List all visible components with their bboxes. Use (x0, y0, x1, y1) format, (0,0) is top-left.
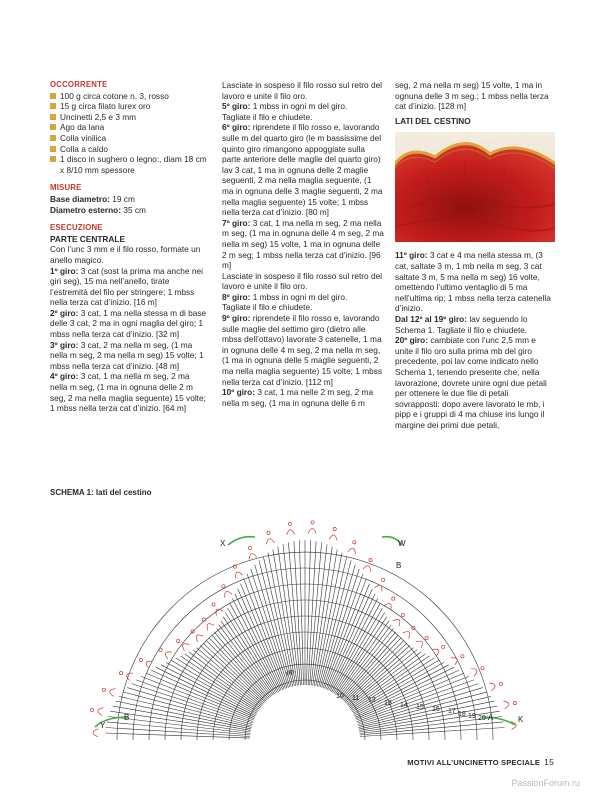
label-b-right: B (396, 561, 402, 570)
paragraph: Tagliate il filo e chiudete. (222, 111, 313, 122)
crochet-diagram-svg (90, 495, 520, 740)
column-3 (395, 80, 555, 430)
parte-centrale-heading: PARTE CENTRALE (50, 233, 125, 244)
round-number-label: 16 (432, 706, 440, 714)
round-number-label: 17 (448, 708, 456, 716)
giro-10: 10º giro: 3 cat, 1 ma nelle 2 m seg, 2 ma nella m seg, (1 ma in ognuna delle 6 m (222, 387, 374, 408)
giro-6: 6º giro: riprendete il filo rosso e, lavorando sulle m del quarto giro (le m bassissime del quinto giro rimangono appoggiate sulla parte anteriore delle maglie del quarto giro) lav 3 cat, 1 ma in ognuna delle 2 maglie seguenti, 2 ma nella maglia seguente, (1 ma in ognuna delle 3 maglie seguenti, 2 ma nella maglia seguente) 15 volte; 1 mbss nella terza cat d’inizio. [80 m] (222, 122, 383, 218)
giro-20: 20º giro: cambiate con l’unc 2,5 mm e unite il filo oro sulla prima mb del giro precedente, poi lav come indicato nello Schema 1, tenendo presente che, nella lavorazione, dovrete unire ogni due petali per ottenere le due file di petali sovrapposti: dopo avere lavorato le mb, i pipp e i gruppi di 4 ma chiuse ins lungo il margine dei primi due petali, (395, 335, 547, 430)
material-item: 100 g circa cotone n. 3, rosso (50, 91, 208, 102)
basket-photo-image (395, 132, 555, 242)
material-item: Colla a caldo (50, 144, 208, 155)
misure-heading: MISURE (50, 183, 82, 193)
round-number-label: 14 (400, 701, 408, 709)
label-b-left: B (124, 713, 130, 722)
label-y: Y (100, 721, 106, 730)
footer-text (407, 757, 554, 767)
bullet-square-icon (50, 93, 56, 99)
material-item: Uncinetti 2,5 e 3 mm (50, 112, 208, 123)
paragraph: Lasciate in sospeso il filo rosso sul retro del lavoro e unite il filo oro. (222, 270, 383, 292)
paragraph: seg, 2 ma nella m seg) 15 volte, 1 ma in ognuna delle 3 m seg.; 1 mbss nella terza cat d’inizio. [128 m] (395, 80, 549, 112)
label-rip: rip. (284, 667, 297, 678)
label-x: X (220, 539, 226, 548)
material-item: Ago da lana (50, 122, 208, 133)
round-number-label: 13 (384, 699, 392, 707)
schema-title: SCHEMA 1: lati del cestino (50, 488, 152, 497)
giro-2: 2º giro: 3 cat, 1 ma nella stessa m di base delle 3 cat, 2 ma in ogni maglia del giro; 1 mbss nella terza cat d’inizio. [32 m] (50, 307, 207, 340)
giro-9: 9º giro: riprendete il filo rosso e, lavorando sulle maglie del settimo giro (dietro alle mbss dell’ottavo) lavorate 3 catenelle, 1 ma in ognuna delle 4 m seg, 2 ma nella m seg, (1 ma in ognuna delle 5 maglie seguenti, 2 ma nella maglia seguente) 15 volte; 1 mbss nella terza cat d’inizio. [112 m] (222, 313, 383, 387)
basket-photo (395, 132, 555, 242)
label-w: W (398, 539, 406, 548)
watermark: PassionForum.ru (511, 778, 580, 788)
giro-1: 1º giro: 3 cat (sost la prima ma anche nei giri seg), 15 ma nell’anello, tirate l’estremità del filo per stringere; 1 mbss nella terza cat d’inizio. [16 m] (50, 265, 203, 308)
bullet-square-icon (50, 124, 56, 130)
round-number-label: 10 (336, 693, 344, 700)
crochet-diagram (90, 495, 524, 740)
bullet-square-icon (50, 146, 56, 152)
giro-11: 11º giro: 3 cat e 4 ma nella stessa m, (3 cat, saltate 3 m, 1 mb nella m seg, 3 cat saltate 3 m, 5 ma nella m seg) 16 volte, omettendo l’ultimo ventaglio di 5 ma nell’ultima rip; 1 mbss nella terza catenella d’inizio. (395, 250, 551, 314)
bullet-square-icon (50, 114, 56, 120)
bullet-square-icon (50, 156, 56, 162)
esecuzione-heading: ESECUZIONE (50, 223, 103, 233)
round-number-label: 19 (468, 712, 476, 720)
column-2 (222, 80, 384, 408)
bullet-square-icon (50, 103, 56, 109)
bullet-square-icon (50, 135, 56, 141)
label-a: A (488, 713, 494, 722)
giro-3: 3º giro: 3 cat, 2 ma nella m seg, (1 ma nella m seg, 2 ma nella m seg) 15 volte; 1 mbss nella terza cat d’inizio. [48 m] (50, 339, 204, 371)
lati-heading: LATI DEL CESTINO (395, 115, 471, 126)
paragraph: Tagliate il filo e chiudete. (222, 302, 313, 313)
material-item: 1 disco in sughero o legno:, diam 18 cm x 8/10 mm spessore (50, 154, 208, 175)
magazine-name: MOTIVI ALL’UNCINETTO SPECIALE (407, 758, 541, 767)
page-footer (0, 755, 590, 769)
giro-5: 5º giro: 1 mbss in ogni m del giro. (222, 101, 348, 112)
column-1 (50, 80, 208, 414)
material-item: Colla vinilica (50, 133, 208, 144)
round-number-label: 12 (368, 697, 376, 705)
misura-base: Base diametro: 19 cm (50, 193, 135, 204)
materials-list (50, 91, 208, 176)
label-k: K (518, 715, 524, 724)
round-number-label: 11 (352, 695, 360, 703)
round-number-label: 18 (458, 710, 466, 718)
material-item: 15 g circa filato lurex oro (50, 101, 208, 112)
giro-7: 7º giro: 3 cat, 1 ma nella m seg, 2 ma nella m seg, (1 ma in ognuna delle 4 m seg, 2 ma nella m seg) 15 volte, 1 ma in ognuna delle 2 m seg; 1 mbss nella terza cat d’inizio. [96 m] (222, 217, 384, 271)
giro-8: 8º giro: 1 mbss in ogni m del giro. (222, 291, 348, 302)
round-number-label: 15 (416, 704, 424, 711)
intro-paragraph: Con l’unc 3 mm e il filo rosso, formate un anello magico. (50, 244, 201, 265)
misura-esterno: Diametro esterno: 35 cm (50, 204, 146, 215)
giri-12-19: Dal 12º al 19º giro: lav seguendo lo Schema 1. Tagliate il filo e chiudete. (395, 313, 528, 335)
round-number-label: 20 (478, 715, 486, 722)
occorrente-heading: OCCORRENTE (50, 80, 108, 89)
paragraph: Lasciate in sospeso il filo rosso sul retro del lavoro e unite il filo oro. (222, 80, 383, 101)
page-number: 15 (544, 757, 554, 767)
giro-4: 4º giro: 3 cat, 1 ma nella m seg, 2 ma nella m seg, (1 ma in ognuna delle 2 m seg, 2 ma nella maglia seguente) 15 volte; 1 mbss nella terza cat d’inizio. [64 m] (50, 371, 206, 414)
